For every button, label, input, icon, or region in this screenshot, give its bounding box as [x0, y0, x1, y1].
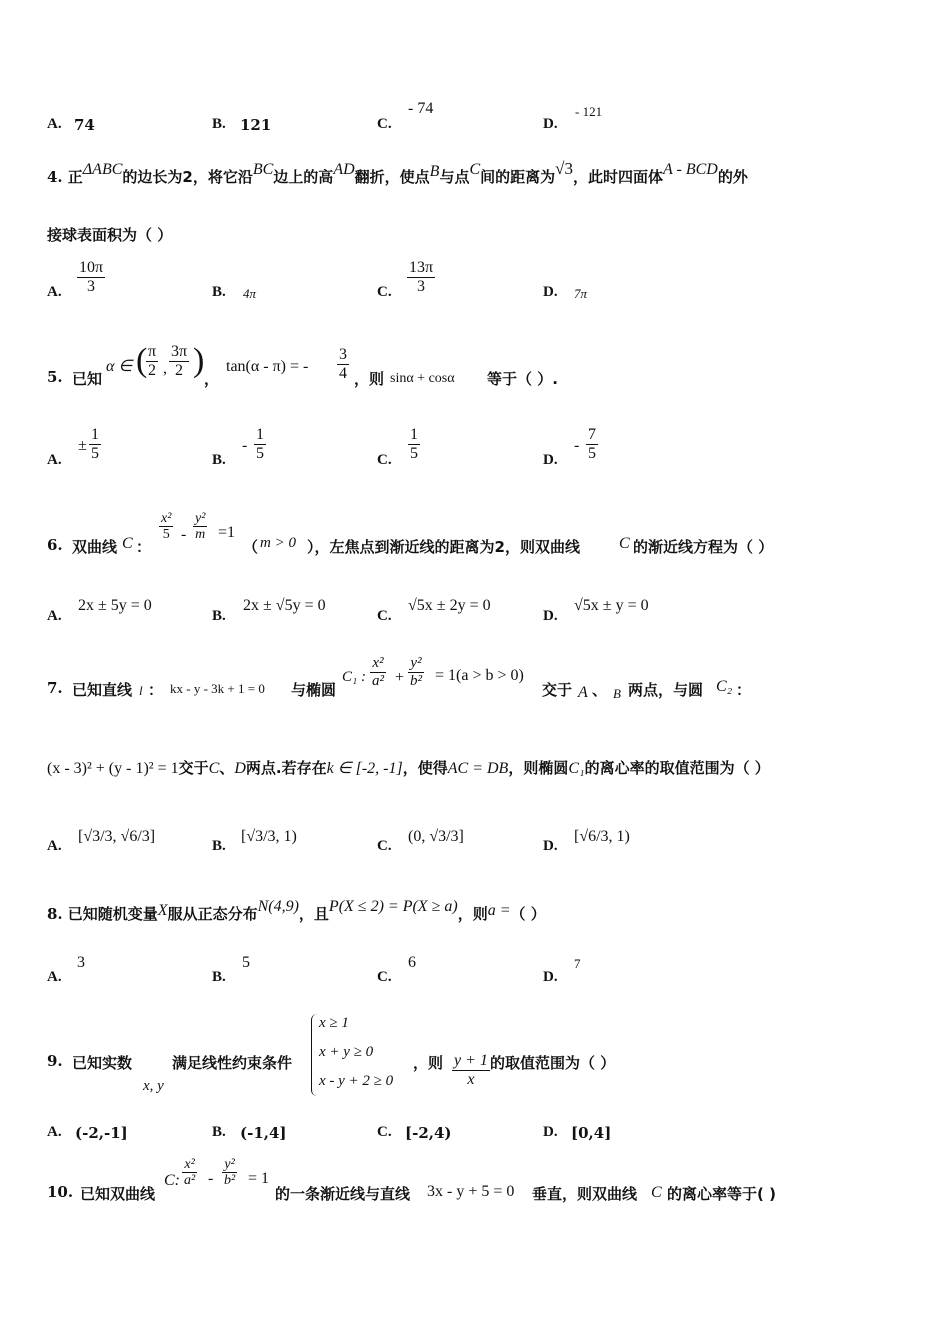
q5-math-sincos: sinα + cosα — [390, 371, 455, 386]
q5-option-b-label: B. — [212, 452, 226, 468]
q7-math-circle: (x - 3)² + (y - 1)² = 1 — [47, 760, 179, 777]
q7-option-c-value: (0, √3/3] — [408, 828, 464, 845]
q6-equals: =1 — [218, 524, 236, 541]
q4-option-a-den: 3 — [87, 277, 96, 295]
q5-option-d-fraction — [586, 426, 598, 462]
q5-option-a-label: A. — [47, 452, 62, 468]
q6-option-c-label: C. — [377, 608, 392, 624]
q6-minus: - — [181, 526, 187, 543]
q6-fraction-1 — [159, 511, 173, 543]
q4-text: ，此时四面体 — [572, 168, 663, 186]
q6-option-b-value: 2x ± √5y = 0 — [243, 597, 326, 614]
q8-math-n: N(4,9) — [257, 898, 299, 915]
q8-option-a-value: 3 — [77, 954, 85, 971]
q6-option-d-label: D. — [543, 608, 558, 624]
q6-option-c-value: √5x ± 2y = 0 — [408, 597, 491, 614]
q5-option-c-fraction — [408, 426, 420, 462]
q9-option-c-label: C. — [377, 1124, 392, 1140]
q4-stem-line1 — [47, 159, 748, 187]
q4-text: 的外 — [717, 168, 748, 186]
q5-fraction-1 — [146, 343, 158, 379]
q7-math-acdb: AC = DB — [447, 760, 509, 777]
q10-f2-den: b² — [224, 1173, 236, 1189]
q6-math-c: C — [122, 535, 133, 552]
q4-math: √3 — [555, 159, 573, 178]
q7-f2-den: b² — [410, 672, 422, 689]
q10-text: 垂直，则双曲线 — [532, 1185, 638, 1203]
q5-option-a-sign: ± — [78, 437, 87, 454]
q7-option-b-label: B. — [212, 838, 226, 854]
q7-fraction-1 — [370, 655, 386, 689]
q10-f2-num: y² — [224, 1157, 235, 1172]
q7-option-b-value: [√3/3, 1) — [241, 828, 297, 845]
q6-f2-den: m — [195, 527, 206, 543]
q5-option-c-label: C. — [377, 452, 392, 468]
q10-text: 的一条渐近线与直线 — [275, 1185, 411, 1203]
q7-math-ellipse-cond: = 1(a > b > 0) — [435, 667, 524, 684]
q3-option-c-label: C. — [377, 116, 392, 132]
q7-math-d: D — [234, 760, 246, 777]
q4-option-a-fraction — [77, 259, 105, 295]
q9-constraint-1: x ≥ 1 — [319, 1015, 349, 1031]
q7-option-c-label: C. — [377, 838, 392, 854]
q4-math: ΔABC — [82, 161, 123, 178]
q9-constraint-2: x + y ≥ 0 — [319, 1044, 374, 1060]
q6-option-d-value: √5x ± y = 0 — [574, 597, 649, 614]
q7-number: 7. — [47, 679, 63, 697]
q7-math-l: l — [139, 683, 143, 698]
q5-number: 5. — [47, 368, 63, 386]
q4-text: 正 — [67, 168, 83, 186]
q6-text: 的渐近线方程为（ ） — [633, 538, 774, 556]
q5-a-num: 1 — [91, 426, 99, 443]
q6-fraction-2 — [193, 511, 207, 543]
q7-math-c: C — [208, 760, 220, 777]
q7-fraction-2 — [408, 655, 424, 689]
q7-math-c2: C₂ — [716, 678, 733, 695]
q8-option-d-label: D. — [543, 969, 558, 985]
q4-option-b-label: B. — [212, 284, 226, 300]
q6-math-c2: C — [619, 535, 630, 552]
q3-option-d-label: D. — [543, 116, 558, 132]
q9-text: 的取值范围为（ ） — [490, 1054, 616, 1072]
q4-option-c-label: C. — [377, 284, 392, 300]
q10-math-line: 3x - y + 5 = 0 — [427, 1183, 515, 1200]
q5-option-d-label: D. — [543, 452, 558, 468]
q5-d-den: 5 — [588, 444, 596, 462]
q10-equals: = 1 — [248, 1170, 270, 1187]
q6-f1-num: x² — [161, 511, 172, 526]
q3-option-c-value: - 74 — [408, 100, 434, 117]
q5-text: ， — [204, 370, 220, 388]
q7-text: 已知直线 — [72, 681, 133, 699]
q5-a-den: 5 — [91, 444, 99, 462]
q9-math-xy: x, y — [143, 1078, 164, 1094]
q9-f-num: y + 1 — [454, 1052, 488, 1069]
q4-text: 间的距离为 — [480, 168, 556, 186]
q4-math: BC — [252, 161, 274, 178]
q7-math-c1: C₁ — [568, 760, 585, 777]
q7-text: 交于 — [542, 681, 573, 699]
q5-paren-left: ( — [136, 342, 148, 379]
q8-math-x: X — [157, 902, 168, 919]
q10-f1-num: x² — [184, 1157, 195, 1172]
q7-plus: + — [395, 669, 405, 686]
q6-option-a-label: A. — [47, 608, 62, 624]
q5-text: 已知 — [72, 370, 103, 388]
q3-option-b-label: B. — [212, 116, 226, 132]
q9-option-d-value: [0,4] — [571, 1124, 612, 1142]
q8-option-b-label: B. — [212, 969, 226, 985]
q7-text: 与椭圆 — [291, 681, 337, 699]
q5-comma: , — [163, 360, 167, 377]
q9-text: ，则 — [413, 1054, 444, 1072]
q3-option-a-label: A. — [47, 116, 62, 132]
q5-option-a-fraction — [89, 426, 101, 462]
q7-option-d-label: D. — [543, 838, 558, 854]
q10-f1-den: a² — [184, 1173, 196, 1189]
q8-option-a-label: A. — [47, 969, 62, 985]
q6-math-m: m > 0 — [260, 535, 296, 551]
q9-f-den: x — [467, 1070, 475, 1088]
q4-math: AD — [333, 161, 355, 178]
q6-text: ： — [136, 538, 152, 556]
q8-option-d-value: 7 — [574, 956, 581, 971]
q4-number: 4. — [47, 168, 63, 186]
q6-f2-num: y² — [195, 511, 206, 526]
q8-math-a: a = — [487, 902, 511, 919]
q7-text: 两点.若存在 — [245, 759, 327, 777]
q10-fraction-2 — [222, 1157, 237, 1189]
q9-option-c-value: [-2,4) — [405, 1124, 452, 1142]
q5-math-alpha: α ∈ — [106, 358, 133, 375]
q5-f3-den: 4 — [339, 364, 347, 382]
q4-math: A - BCD — [663, 161, 718, 178]
q9-option-b-label: B. — [212, 1124, 226, 1140]
q3-option-a-value: 74 — [74, 116, 95, 134]
q7-option-d-value: [√6/3, 1) — [574, 828, 630, 845]
q7-text: ： — [736, 681, 752, 699]
q5-option-b-fraction — [254, 426, 266, 462]
q4-math: B — [429, 163, 440, 180]
q5-f1-den: 2 — [148, 361, 157, 379]
q4-option-c-den: 3 — [417, 277, 426, 295]
q5-paren-right: ) — [193, 342, 205, 379]
q5-option-d-sign: - — [574, 437, 580, 454]
q6-text: （ — [243, 538, 259, 556]
q9-brace — [311, 1014, 318, 1096]
q6-f1-den: 5 — [162, 527, 170, 543]
q5-f3-num: 3 — [339, 346, 347, 363]
q3-option-b-value: 121 — [240, 116, 272, 134]
q7-math-b: B — [613, 686, 621, 701]
q7-f1-den: a² — [372, 672, 384, 689]
q4-stem-line2: 接球表面积为（ ） — [47, 226, 173, 244]
q5-text: ，则 — [354, 370, 385, 388]
q7-text: 、 — [219, 759, 235, 777]
q7-math-c1: C₁ : — [342, 669, 366, 685]
q8-stem — [47, 898, 546, 924]
q5-option-b-sign: - — [242, 437, 248, 454]
q5-b-den: 5 — [256, 444, 264, 462]
q7-text: ，使得 — [402, 759, 448, 777]
q5-text: 等于（ ）. — [487, 370, 558, 388]
q4-option-a-num: 10π — [79, 259, 104, 276]
q7-f1-num: x² — [372, 655, 384, 671]
q4-text: 翻折，使点 — [354, 168, 430, 186]
q10-text: 的离心率等于( ) — [667, 1185, 776, 1203]
q9-number: 9. — [47, 1052, 63, 1070]
q9-fraction — [452, 1052, 490, 1088]
q7-f2-num: y² — [410, 655, 422, 671]
q6-option-a-value: 2x ± 5y = 0 — [78, 597, 152, 614]
q8-text: ，则 — [457, 905, 488, 923]
q8-option-b-value: 5 — [242, 954, 250, 971]
q5-c-num: 1 — [410, 426, 418, 443]
q6-text: 双曲线 — [72, 538, 118, 556]
q7-option-a-label: A. — [47, 838, 62, 854]
q9-option-b-value: (-1,4] — [240, 1124, 287, 1142]
q7-math-a: A — [578, 684, 588, 701]
q4-math: C — [469, 161, 481, 178]
q8-text: 已知随机变量 — [67, 905, 158, 923]
q10-math-c2: C — [651, 1184, 662, 1201]
q5-fraction-3 — [337, 346, 349, 382]
q7-text: ，则椭圆 — [508, 759, 569, 777]
q6-text: ），左焦点到渐近线的距离为2，则双曲线 — [307, 538, 580, 556]
q3-option-d-value: - 121 — [575, 104, 603, 119]
q7-math-line: kx - y - 3k + 1 = 0 — [170, 681, 265, 696]
q7-option-a-value: [√3/3, √6/3] — [78, 828, 156, 845]
q10-text: 已知双曲线 — [80, 1185, 156, 1203]
q8-number: 8. — [47, 905, 63, 923]
q4-option-c-fraction — [407, 259, 435, 295]
q7-text: 交于 — [178, 759, 209, 777]
q6-option-b-label: B. — [212, 608, 226, 624]
q7-math-k: k ∈ [-2, -1] — [326, 760, 403, 777]
q8-text: ，且 — [298, 905, 329, 923]
q4-option-d-value: 7π — [574, 286, 588, 301]
q8-option-c-label: C. — [377, 969, 392, 985]
q8-text: 服从正态分布 — [167, 905, 258, 923]
q7-text: 的离心率的取值范围为（ ） — [584, 759, 770, 777]
q4-option-d-label: D. — [543, 284, 558, 300]
q7-stem-line2 — [47, 757, 770, 778]
q4-option-a-label: A. — [47, 284, 62, 300]
q5-d-num: 7 — [588, 426, 596, 443]
q9-constraint-3: x - y + 2 ≥ 0 — [319, 1073, 394, 1089]
q4-option-b-value: 4π — [243, 286, 257, 301]
q8-option-c-value: 6 — [408, 954, 416, 971]
q9-text: 已知实数 — [72, 1054, 133, 1072]
q9-option-a-label: A. — [47, 1124, 62, 1140]
q7-text: 两点，与圆 — [628, 681, 704, 699]
q7-text: ： — [148, 681, 164, 699]
q10-number: 10. — [47, 1183, 74, 1201]
q5-f2-num: 3π — [171, 343, 188, 360]
q10-minus: - — [208, 1170, 214, 1187]
q4-option-c-num: 13π — [409, 259, 434, 276]
q9-text: 满足线性约束条件 — [172, 1054, 293, 1072]
q6-number: 6. — [47, 536, 63, 554]
q5-b-num: 1 — [256, 426, 264, 443]
q9-option-a-value: (-2,-1] — [75, 1124, 128, 1142]
q10-fraction-1 — [182, 1157, 197, 1189]
q5-f2-den: 2 — [175, 361, 184, 379]
q5-fraction-2 — [169, 343, 189, 379]
q5-f1-num: π — [148, 343, 157, 360]
q10-math-c: C: — [164, 1172, 180, 1189]
q9-option-d-label: D. — [543, 1124, 558, 1140]
q8-text: （ ） — [510, 905, 546, 923]
q8-math-p: P(X ≤ 2) = P(X ≥ a) — [328, 898, 458, 915]
q7-text: 、 — [592, 681, 608, 699]
q4-text: 边上的高 — [273, 168, 334, 186]
q4-text: 与点 — [439, 168, 470, 186]
q5-math-tan: tan(α - π) = - — [226, 358, 309, 375]
q4-text: 的边长为2，将它沿 — [122, 168, 253, 186]
q5-c-den: 5 — [410, 444, 418, 462]
